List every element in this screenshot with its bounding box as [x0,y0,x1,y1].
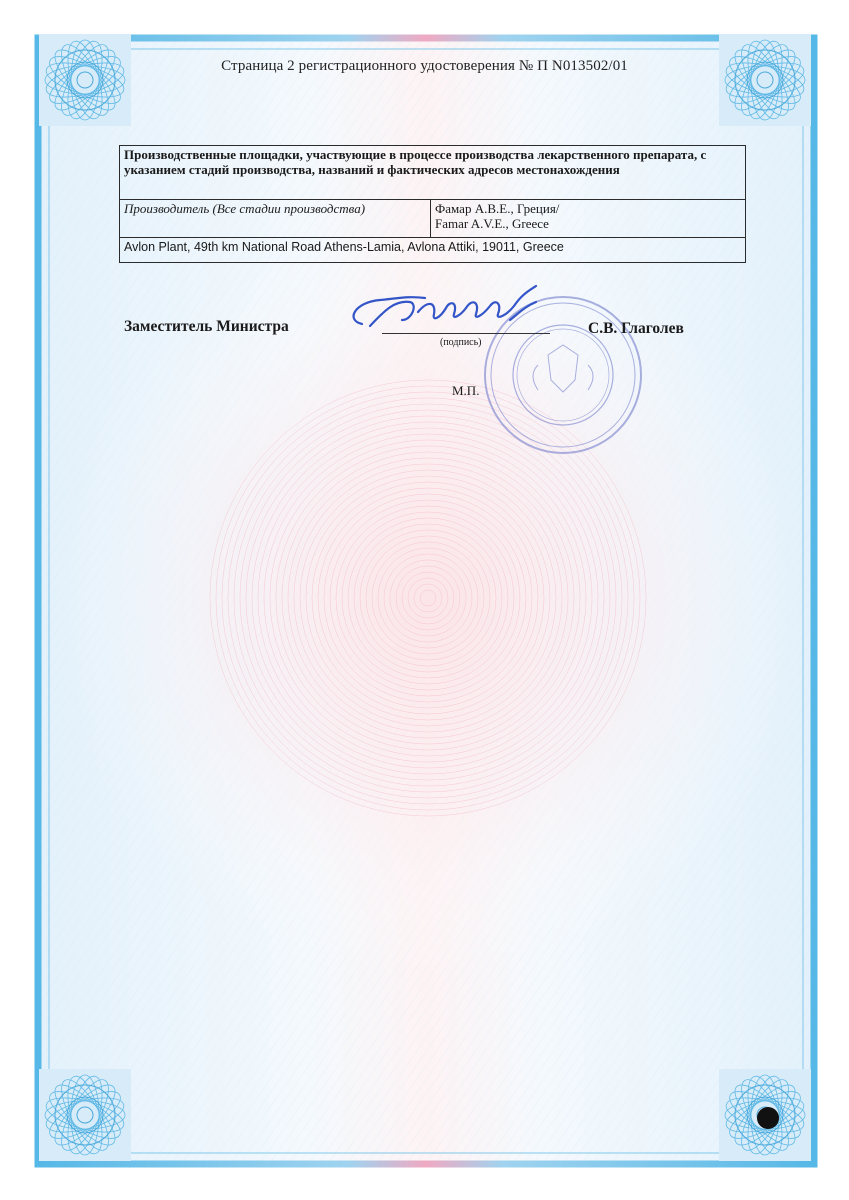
manufacturer-name-ru: Фамар А.В.Е., Греция/ [435,201,560,216]
page-title: Страница 2 регистрационного удостоверения № П N013502/01 [221,58,628,74]
punch-hole [757,1107,779,1129]
signature-caption: (подпись) [440,337,482,348]
manufacturer-name-cell [431,200,746,238]
manufacturer-name-en: Famar A.V.E., Greece [435,215,549,231]
site-address-cell: Avlon Plant, 49th km National Road Athens-Lamia, Avlona Attiki, 19011, Greece [120,238,746,263]
handwritten-signature [340,280,560,340]
manufacturer-role-cell: Производитель (Все стадии производства) [120,200,431,238]
table-row [120,200,746,238]
production-sites-table [119,145,746,263]
corner-ornament [39,34,131,126]
corner-ornament [39,1069,131,1161]
corner-ornament [719,34,811,126]
signature-line [382,333,550,334]
signatory-position: Заместитель Министра [124,318,289,335]
seal-placeholder-label: М.П. [452,383,480,398]
table-heading: Производственные площадки, участвующие в процессе производства лекарственного препарата, с указанием стадий производства, названий и фактических адресов местонахождения [120,146,746,200]
table-row [120,238,746,263]
signatory-name: С.В. Глаголев [588,320,684,337]
